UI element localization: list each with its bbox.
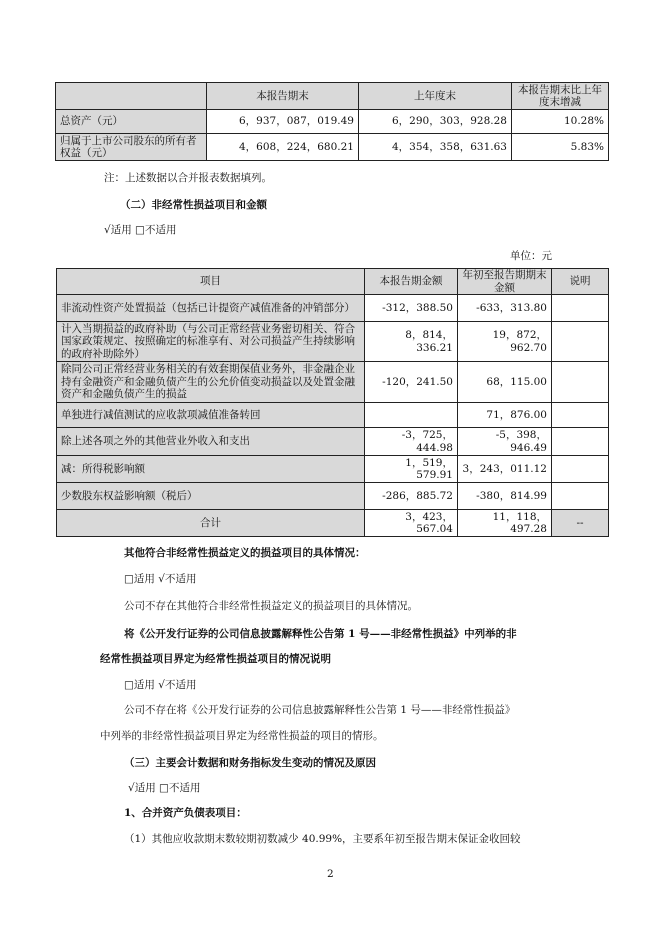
item-label: 非流动性资产处置损益（包括已计提资产减值准备的冲销部分） [57,295,365,322]
reclass-title-line-2: 经常性损益项目界定为经常性损益项目的情况说明 [100,653,331,665]
ytd-amount: 68，115.00 [458,362,552,403]
applicable-indicator: □适用 √不适用 [124,679,197,691]
item-label: 除上述各项之外的其他营业外收入和支出 [57,428,365,456]
reclass-text-line-2: 中列举的非经常性损益项目界定为经常性损益的项目的情形。 [100,730,384,742]
section-3-title: （三）主要会计数据和财务指标发生变动的情况及原因 [124,757,376,769]
ytd-amount: -380，814.99 [458,483,552,510]
applicable-indicator: √适用 □不适用 [104,224,177,236]
table-row [57,428,609,456]
current-amount: -312，388.50 [365,295,458,322]
total-remarks: -- [552,510,609,537]
ytd-amount: -633，313.80 [458,295,552,322]
total-label: 合计 [57,510,365,537]
header-current-period: 本报告期金额 [365,269,458,295]
current-amount: 1，519，579.91 [365,456,458,483]
ytd-amount: 19，872，962.70 [458,322,552,362]
ytd-amount: 71，876.00 [458,403,552,428]
remarks [552,428,609,456]
header-change: 本报告期末比上年度末增减 [512,83,609,110]
remarks [552,362,609,403]
current-amount: -120，241.50 [365,362,458,403]
change-value: 5.83% [512,134,609,161]
table-row [57,483,609,510]
row-label: 归属于上市公司股东的所有者权益（元） [56,134,207,161]
header-item: 项目 [57,269,365,295]
header-blank [56,83,207,110]
ytd-amount: -5，398，946.49 [458,428,552,456]
item-label: 减：所得税影响额 [57,456,365,483]
balance-summary-table [55,82,609,161]
reclass-text-line-1: 公司不存在将《公开发行证券的公司信息披露解释性公告第 1 号——非经常性损益》 [124,704,516,716]
table-header-row [57,269,609,295]
other-items-title: 其他符合非经常性损益定义的损益项目的具体情况： [124,547,366,559]
remarks [552,483,609,510]
table-header-row [56,83,609,110]
remarks [552,456,609,483]
applicable-indicator: √适用 □不适用 [128,782,201,794]
header-current-period-end: 本报告期末 [207,83,359,110]
current-value: 6，937，087，019.49 [207,110,359,134]
remarks [552,295,609,322]
non-recurring-gains-table [56,268,609,537]
current-amount [365,403,458,428]
table-row [56,110,609,134]
remarks [552,403,609,428]
section-2-title: （二）非经常性损益项目和金额 [120,199,267,211]
total-ytd-amount: 11，118，497.28 [458,510,552,537]
item-label: 少数股东权益影响额（税后） [57,483,365,510]
prior-value: 6，290，303，928.28 [359,110,512,134]
table-row [56,134,609,161]
item-label: 计入当期损益的政府补助（与公司正常经营业务密切相关、符合国家政策规定、按照确定的标准享有、对公司损益产生持续影响的政府补助除外） [57,322,365,362]
table-row [57,362,609,403]
table-row [57,456,609,483]
remarks [552,322,609,362]
change-value: 10.28% [512,110,609,134]
applicable-indicator: □适用 √不适用 [124,573,197,585]
other-items-text: 公司不存在其他符合非经常性损益定义的损益项目的具体情况。 [124,600,418,612]
subsection-1-text: （1）其他应收款期末数较期初数减少 40.99%，主要系年初至报告期末保证金收回较 [124,833,521,845]
reclass-title-line-1: 将《公开发行证券的公司信息披露解释性公告第 1 号——非经常性损益》中列举的非 [124,628,517,640]
current-value: 4，608，224，680.21 [207,134,359,161]
table-row [57,295,609,322]
total-row [57,510,609,537]
item-label: 单独进行减值测试的应收款项减值准备转回 [57,403,365,428]
page-number: 2 [327,868,334,880]
table-row [57,403,609,428]
unit-label: 单位：元 [510,250,552,262]
current-amount: -3，725，444.98 [365,428,458,456]
current-amount: -286，885.72 [365,483,458,510]
header-remarks: 说明 [552,269,609,295]
prior-value: 4，354，358，631.63 [359,134,512,161]
row-label: 总资产（元） [56,110,207,134]
current-amount: 8，814，336.21 [365,322,458,362]
subsection-1-title: 1、合并资产负债表项目： [124,807,247,819]
header-prior-year-end: 上年度末 [359,83,512,110]
table-row [57,322,609,362]
item-label: 除同公司正常经营业务相关的有效套期保值业务外，非金融企业持有金融资产和金融负债产生的公允价值变动损益以及处置金融资产和金融负债产生的损益 [57,362,365,403]
ytd-amount: 3，243，011.12 [458,456,552,483]
total-current-amount: 3，423，567.04 [365,510,458,537]
table-note: 注：上述数据以合并报表数据填列。 [104,172,272,184]
header-ytd: 年初至报告期期末金额 [458,269,552,295]
